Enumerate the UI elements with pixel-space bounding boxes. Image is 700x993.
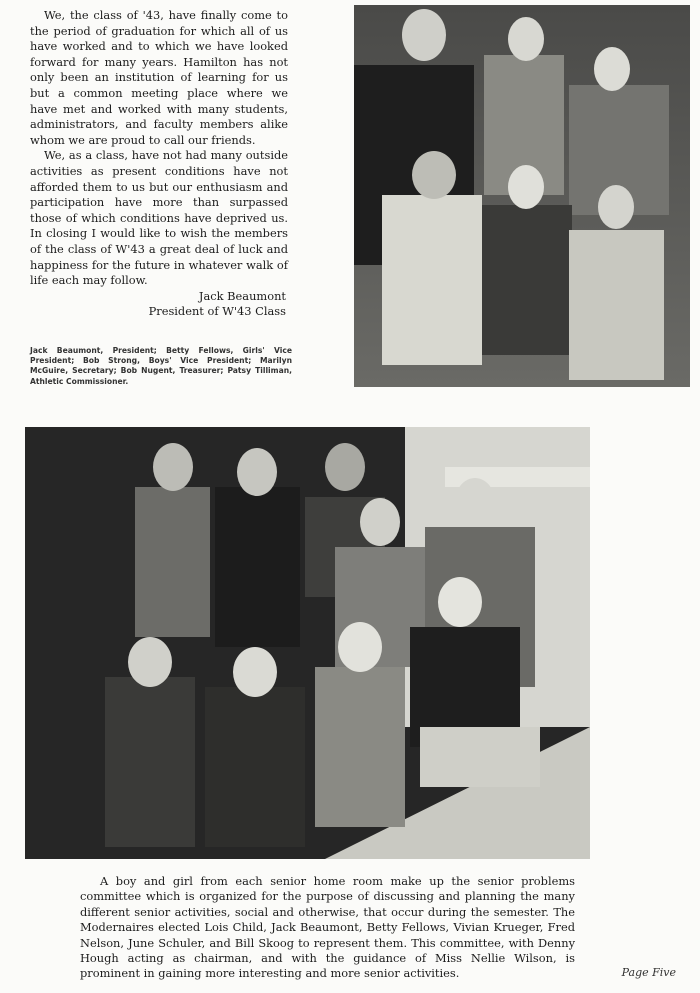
letter-paragraph-1: We, the class of '43, have finally come to the period of graduation for which all of us have worked and to which we have looked forward for many years. Hamilton has not only been an institution of learning for us but a common meeting place where we have met and worked with many students, administrators, and faculty members alike whom we are proud to call our friends. — [30, 8, 288, 147]
letter-paragraph-2: We, as a class, have not had many outside activities as present conditions have not afforded them to us but our enthusiasm and participation have more than surpassed those of which conditions have deprived us. In closing I would like to wish the members of the class of W'43 a great deal of luck and happiness for the future in whatever walk of life each may follow. — [30, 148, 288, 288]
class-officers-photo — [354, 5, 690, 387]
committee-caption: A boy and girl from each senior home room make up the senior problems committee which is organized for the purpose of discussing and planning the many different senior activities, social and otherwise, that occur during the semester. The Modernaires elected Lois Child, Jack Beaumont, Betty Fellows, Vivian Krueger, Fred Nelson, June Schuler, and Bill Skoog to represent them. This committee, with Denny Hough acting as chairman, and with the guidance of Miss Nellie Wilson, is prominent in gaining more interesting and more senior activities. — [80, 874, 575, 981]
committee-photo — [25, 427, 590, 859]
signature-name: Jack Beaumont — [198, 288, 286, 303]
signature-title: President of W'43 Class — [148, 304, 286, 319]
committee-photo-illustration — [25, 427, 590, 859]
class-officers-photo-illustration — [354, 5, 690, 387]
officers-caption: Jack Beaumont, President; Betty Fellows, Girls' Vice President; Bob Strong, Boys' Vice President; Marilyn McGuire, Secretary; Bob Nugent, Treasurer; Patsy Tilliman, Athletic Commissioner. — [30, 346, 292, 386]
page-number: Page Five — [621, 966, 676, 979]
class-president-letter — [30, 8, 288, 320]
